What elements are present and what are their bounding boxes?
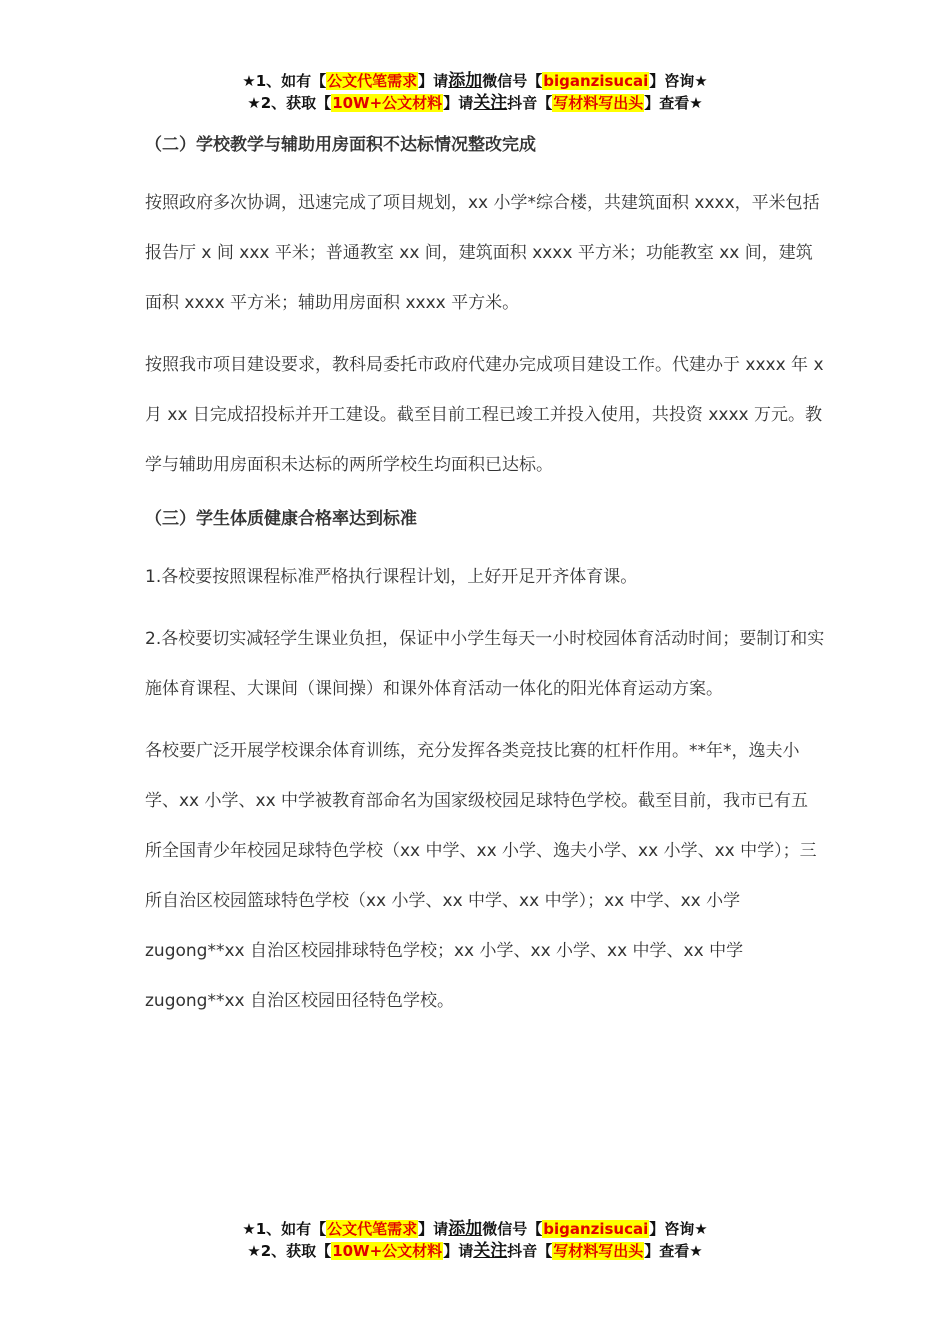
star-icon: ★ [242,72,256,90]
banner-text: 】查看 [644,1242,690,1260]
banner-text: 2、获取【 [260,94,332,112]
banner-text: 】咨询 [649,72,695,90]
star-icon: ★ [689,1242,703,1260]
highlight-wechat-id: biganzisucai [543,1220,649,1238]
banner-line-1 [0,70,950,92]
banner-text: 】请 [418,72,449,90]
highlight-service: 公文代笔需求 [327,1220,418,1238]
banner-text: 1、如有【 [255,1220,327,1238]
banner-text: 微信号【 [482,1220,543,1238]
section-heading-2: （二）学校教学与辅助用房面积不达标情况整改完成 [145,135,536,155]
banner-text: 】请 [443,1242,474,1260]
star-icon: ★ [247,1242,261,1260]
banner-text: 】查看 [644,94,690,112]
banner-line-2 [0,92,950,114]
banner-text: 】请 [418,1220,449,1238]
footer-banner [0,1218,950,1262]
banner-text: 微信号【 [482,72,543,90]
paragraph-5: 各校要广泛开展学校课余体育训练，充分发挥各类竞技比赛的杠杆作用。**年*，逸夫小学、xx 小学、xx 中学被教育部命名为国家级校园足球特色学校。截至目前，我市已有五所全国青少年校园足球特色学校（xx 中学、xx 小学、逸夫小学、xx 小学、xx 中学）；三所自治区校园篮球特色学校（xx 小学、xx 中学、xx 中学）；xx 中学、xx 小学 zugong**xx 自治区校园排球特色学校；xx 小学、xx 小学、xx 中学、xx 中学 zugong**xx 自治区校园田径特色学校。 [145,741,817,1011]
paragraph-2: 按照我市项目建设要求，教科局委托市政府代建办完成项目建设工作。代建办于 xxxx 年 x 月 xx 日完成招投标并开工建设。截至目前工程已竣工并投入使用，共投资 xxxx 万元。教学与辅助用房面积未达标的两所学校生均面积已达标。 [145,355,824,475]
paragraph-1: 按照政府多次协调，迅速完成了项目规划，xx 小学*综合楼，共建筑面积 xxxx，平米包括报告厅 x 间 xxx 平米；普通教室 xx 间，建筑面积 xxxx 平方米；功能教室 xx 间，建筑面积 xxxx 平方米；辅助用房面积 xxxx 平方米。 [145,193,820,313]
highlight-douyin: 写材料写出头 [553,1242,644,1260]
highlight-service: 公文代笔需求 [327,72,418,90]
star-icon: ★ [247,94,261,112]
highlight-materials: 10W+公文材料 [332,1242,443,1260]
underline-follow: 关注 [473,1241,508,1261]
star-icon: ★ [694,72,708,90]
paragraph-4: 2.各校要切实减轻学生课业负担，保证中小学生每天一小时校园体育活动时间；要制订和实施体育课程、大课间（课间操）和课外体育活动一体化的阳光体育运动方案。 [145,629,825,699]
banner-text: 2、获取【 [260,1242,332,1260]
banner-text: 抖音【 [507,94,553,112]
star-icon: ★ [689,94,703,112]
star-icon: ★ [242,1220,256,1238]
underline-follow: 关注 [473,93,508,113]
highlight-wechat-id: biganzisucai [543,72,649,90]
paragraph-3: 1.各校要按照课程标准严格执行课程计划，上好开足开齐体育课。 [145,567,638,587]
star-icon: ★ [694,1220,708,1238]
header-banner [0,70,950,114]
document-body [145,128,825,1038]
banner-line-1 [0,1218,950,1240]
highlight-douyin: 写材料写出头 [553,94,644,112]
highlight-materials: 10W+公文材料 [332,94,443,112]
section-heading-3: （三）学生体质健康合格率达到标准 [145,509,417,529]
banner-line-2 [0,1240,950,1262]
banner-text: 】咨询 [649,1220,695,1238]
banner-text: 抖音【 [507,1242,553,1260]
banner-text: 】请 [443,94,474,112]
banner-text: 1、如有【 [255,72,327,90]
underline-add: 添加 [448,1219,483,1239]
underline-add: 添加 [448,71,483,91]
